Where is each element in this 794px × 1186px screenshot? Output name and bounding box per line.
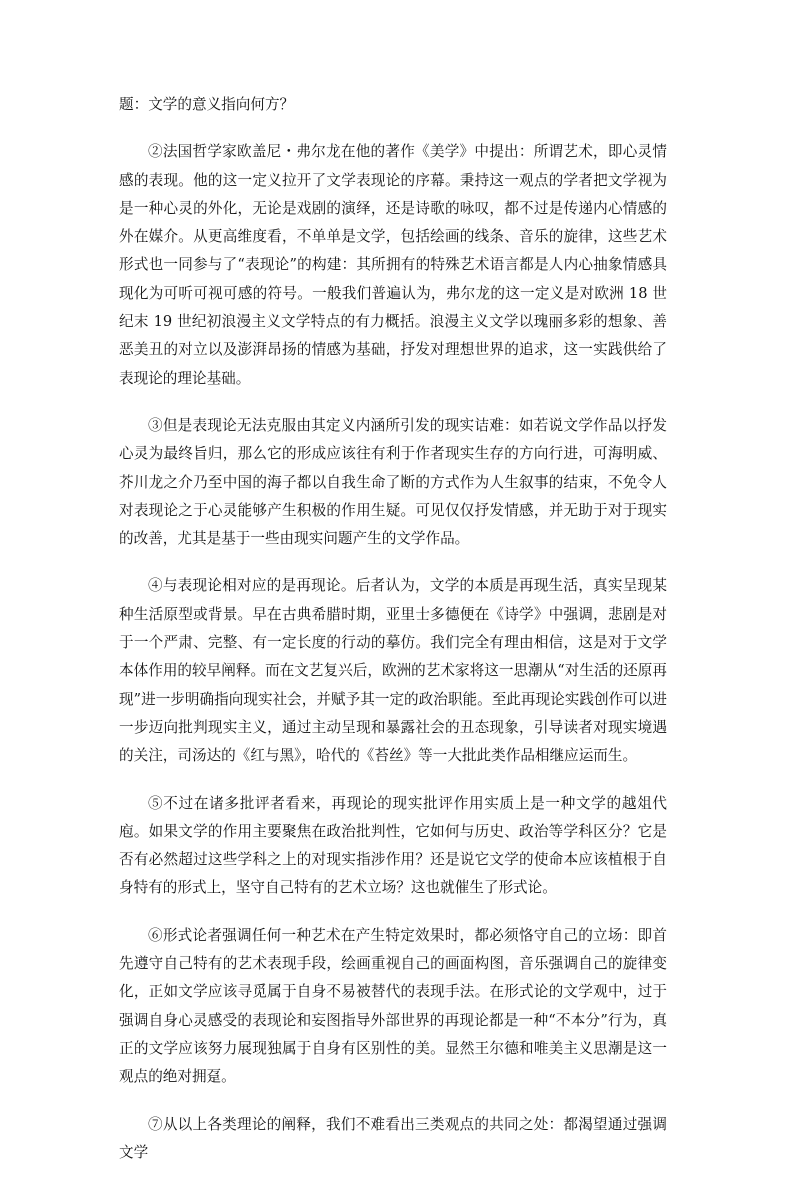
paragraph-3: ③但是表现论无法克服由其定义内涵所引发的现实诘难：如若说文学作品以抒发心灵为最终旨归，那么它的形成应该往有利于作者现实生存的方向行进，可海明威、芥川龙之介乃至中国的海子都以自我生命了断的方式作为人生叙事的结束，不免令人对表现论之于心灵能够产生积极的作用生疑。可见仅仅抒发情感，并无助于对于现实的改善，尤其是基于一些由现实问题产生的文学作品。 <box>119 416 667 548</box>
paragraph-6: ⑥形式论者强调任何一种艺术在产生特定效果时，都必须恪守自己的立场：即首先遵守自己特有的艺术表现手段，绘画重视自己的画面构图，音乐强调自己的旋律变化，正如文学应该寻觅属于自身不易被替代的表现手法。在形式论的文学观中，过于强调自身心灵感受的表现论和妄图指导外部世界的再现论都是一种“不本分”行为，真正的文学应该努力展现独属于自身有区别性的美。显然王尔德和唯美主义思潮是这一观点的绝对拥趸。 <box>119 926 667 1086</box>
paragraph-7: ⑦从以上各类理论的阐释，我们不难看出三类观点的共同之处：都渴望通过强调文学 <box>119 1115 667 1161</box>
article-body <box>119 91 667 1186</box>
paragraph-5: ⑤不过在诸多批评者看来，再现论的现实批评作用实质上是一种文学的越俎代庖。如果文学的作用主要聚焦在政治批判性，它如何与历史、政治等学科区分？它是否有必然超过这些学科之上的对现实指涉作用？还是说它文学的使命本应该植根于自身特有的形式上，坚守自己特有的艺术立场？这也就催生了形式论。 <box>119 794 667 897</box>
paragraph-2: ②法国哲学家欧盖尼・弗尔龙在他的著作《美学》中提出：所谓艺术，即心灵情感的表现。他的这一定义拉开了文学表现论的序幕。秉持这一观点的学者把文学视为是一种心灵的外化，无论是戏剧的演绎，还是诗歌的咏叹，都不过是传递内心情感的外在媒介。从更高维度看，不单单是文学，包括绘画的线条、音乐的旋律，这些艺术形式也一同参与了“表现论”的构建：其所拥有的特殊艺术语言都是人内心抽象情感具现化为可听可视可感的符号。一般我们普遍认为，弗尔龙的这一定义是对欧洲 18 世纪末 19 世纪初浪漫主义文学特点的有力概括。浪漫主义文学以瑰丽多彩的想象、善恶美丑的对立以及澎湃昂扬的情感为基础，抒发对理想世界的追求，这一实践供给了表现论的理论基础。 <box>119 143 667 387</box>
question-title: 题：文学的意义指向何方？ <box>119 96 295 113</box>
paragraph-4: ④与表现论相对应的是再现论。后者认为，文学的本质是再现生活，真实呈现某种生活原型或背景。早在古典希腊时期，亚里士多德便在《诗学》中强调，悲剧是对于一个严肃、完整、有一定长度的行动的摹仿。我们完全有理由相信，这是对于文学本体作用的较早阐释。而在文艺复兴后，欧洲的艺术家将这一思潮从“对生活的还原再现”进一步明确指向现实社会，并赋予其一定的政治职能。至此再现论实践创作可以进一步迈向批判现实主义，通过主动呈现和暴露社会的丑态现象，引导读者对现实境遇的关注，司汤达的《红与黑》，哈代的《苔丝》等一大批此类作品相继应运而生。 <box>119 577 667 765</box>
